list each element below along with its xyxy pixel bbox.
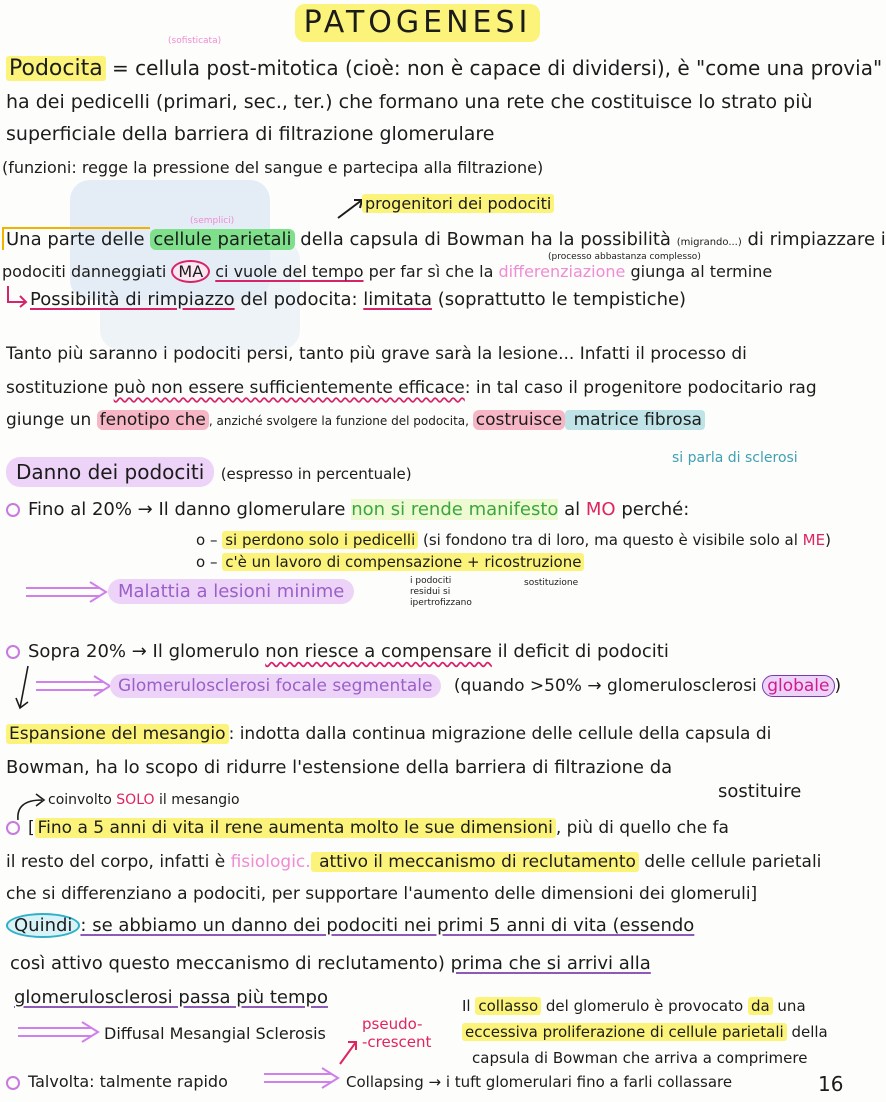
text: delle cellule parietali	[638, 852, 822, 872]
text-line	[6, 722, 771, 746]
text: al	[558, 499, 586, 520]
note-sostituzione: sostituzione	[524, 578, 579, 588]
bullet-icon	[6, 821, 20, 835]
double-arrow-icon	[24, 580, 110, 604]
text-line: che si differenziano a podociti, per supportare l'aumento delle dimensioni dei glomeruli]	[6, 884, 758, 904]
text: (soprattutto le tempistiche)	[431, 289, 687, 310]
text-line	[6, 914, 694, 938]
text-line: superficiale della barriera di filtrazione glomerulare	[6, 123, 495, 145]
text: (quando >50% → glomerulosclerosi	[453, 676, 763, 696]
collasso-line	[462, 1020, 828, 1044]
text: = cellula post-mitotica (cioè: non è capace di dividersi), è "come una provia"	[105, 56, 883, 80]
text-line	[30, 288, 686, 312]
text: : indotta dalla continua migrazione delle cellule della capsula di	[228, 724, 772, 744]
double-arrow-icon	[262, 1066, 342, 1090]
text: SOLO	[116, 792, 155, 808]
text: podociti danneggiati	[2, 262, 167, 281]
text: da	[748, 997, 773, 1015]
text: costruisce	[473, 410, 565, 430]
text: Glomerulosclerosi focale segmentale	[110, 674, 441, 698]
text: del glomerulo è provocato	[541, 997, 748, 1015]
text: fenotipo che	[97, 410, 209, 430]
bullet-icon	[6, 1076, 20, 1090]
arrow-icon	[4, 284, 30, 308]
cellule-parietali: cellule parietali	[150, 229, 294, 250]
text: si perdono solo i pedicelli	[222, 531, 418, 549]
text: : in tal caso il progenitore podocitario rag	[464, 378, 817, 398]
text: del podocita:	[234, 289, 364, 310]
podocita-definition	[6, 56, 882, 81]
text: progenitori dei podociti	[362, 194, 554, 213]
text-line: sostituire	[718, 781, 802, 802]
gsfs-label	[110, 674, 841, 698]
text: attivo il meccanismo di reclutamento	[311, 852, 639, 872]
text: Fino a 5 anni di vita il rene aumenta molto le sue dimensioni	[35, 818, 556, 838]
text: non riesce a compensare	[265, 641, 492, 662]
text-line	[6, 498, 689, 522]
text: Danno dei podociti	[6, 457, 214, 487]
collapsing-line: Collapsing → i tuft glomerulari fino a farli collassare	[346, 1073, 733, 1091]
text-line: [ Fino a 5 anni di vita il rene aumenta molto le sue dimensioni , più di quello che fa	[6, 816, 729, 840]
page-title: PATOGENESI	[295, 4, 540, 42]
bullet-icon	[6, 503, 20, 517]
text: ci vuole del tempo	[215, 262, 364, 281]
text: o –	[196, 553, 223, 571]
text: limitata	[363, 289, 432, 310]
text: sostituzione	[6, 378, 114, 398]
section-heading	[6, 460, 412, 486]
note-processo: (processo abbastanza complesso)	[548, 252, 701, 262]
text: per far sì che la	[363, 262, 499, 281]
pseudo-label: pseudo-	[362, 1015, 423, 1033]
text: Possibilità di rimpiazzo	[30, 289, 235, 310]
text: della	[786, 1023, 828, 1041]
text-line	[2, 228, 886, 252]
bullet-icon	[6, 645, 20, 659]
text: : se abbiamo un danno dei podociti nei primi 5 anni di vita (essendo	[80, 915, 695, 936]
text: (migrando...)	[676, 237, 742, 248]
collasso-line: capsula di Bowman che arriva a comprimere	[472, 1049, 808, 1067]
text: globale	[762, 675, 834, 697]
text: , più di quello che fa	[555, 818, 729, 838]
text: il mesangio	[154, 792, 240, 808]
text-line	[196, 550, 584, 574]
double-arrow-icon	[16, 1020, 102, 1044]
text: può non essere sufficientemente efficace	[113, 378, 465, 398]
text: Il	[462, 997, 476, 1015]
term-podocita: Podocita	[6, 56, 106, 81]
text: collasso	[475, 997, 541, 1015]
text: della capsula di Bowman ha la possibilità	[294, 229, 677, 250]
text: , anziché svolgere la funzione del podocita,	[208, 414, 473, 428]
text: il resto del corpo, infatti è	[6, 852, 231, 872]
text: perché:	[615, 499, 690, 520]
quindi-circle: Quindi	[6, 913, 80, 938]
note-coinvolto	[48, 788, 240, 812]
text: ME	[802, 531, 826, 549]
text: Fino al 20% → Il danno glomerulare	[28, 499, 352, 520]
text-line	[10, 952, 651, 976]
text-line	[6, 408, 705, 433]
arrow-icon	[14, 664, 34, 714]
arrow-icon	[336, 1036, 362, 1066]
text-line: (funzioni: regge la pressione del sangue e partecipa alla filtrazione)	[2, 158, 544, 177]
text: Sopra 20% → Il glomerulo	[28, 641, 266, 662]
text-line	[6, 640, 669, 664]
text: (espresso in percentuale)	[220, 465, 412, 483]
page-number: 16	[818, 1072, 844, 1096]
text: prima che si arrivi alla	[450, 953, 651, 974]
text-line	[14, 986, 328, 1010]
text: coinvolto	[48, 792, 117, 808]
text-line: Bowman, ha lo scopo di ridurre l'estensione della barriera di filtrazione da	[6, 757, 673, 778]
text: o –	[196, 531, 223, 549]
sclerosi-note: si parla di sclerosi	[672, 450, 798, 466]
malattia-label	[108, 580, 354, 604]
text: Una parte delle	[2, 227, 150, 250]
text: differenziazione	[498, 262, 626, 281]
progenitori-label	[362, 192, 554, 216]
text: il deficit di podociti	[491, 641, 669, 662]
text-line	[6, 1070, 228, 1094]
note-ipertrofia: i podociti residui si ipertrofizzano	[410, 576, 472, 608]
text: matrice fibrosa	[565, 410, 705, 430]
text: Espansione del mesangio	[6, 724, 229, 744]
note-sofisticata: (sofisticata)	[168, 36, 222, 46]
text: una	[772, 997, 806, 1015]
text: Talvolta: talmente rapido	[28, 1072, 228, 1091]
ma-circle: MA	[171, 260, 210, 283]
text: MO	[585, 499, 616, 520]
text-line	[6, 376, 817, 400]
text: fisiologic.	[230, 852, 311, 872]
text-line	[2, 260, 772, 284]
text: )	[834, 676, 842, 696]
text: giunga al termine	[625, 262, 773, 281]
text: )	[825, 531, 831, 549]
text-line: ha dei pedicelli (primari, sec., ter.) che formano una rete che costituisce lo strato più	[6, 91, 813, 113]
text: Malattia a lesioni minime	[108, 579, 354, 604]
text: eccessiva proliferazione di cellule parietali	[462, 1023, 787, 1041]
text: così attivo questo meccanismo di reclutamento)	[10, 953, 451, 974]
text: c'è un lavoro di compensazione + ricostruzione	[222, 553, 584, 571]
text: giunge un	[6, 410, 97, 430]
text-line	[196, 528, 831, 552]
note-semplici: (semplici)	[190, 216, 235, 226]
text: non si rende manifesto	[351, 499, 559, 520]
collasso-line	[462, 994, 806, 1018]
text: glomerulosclerosi passa più tempo	[14, 987, 328, 1008]
text-line: Tanto più saranno i podociti persi, tanto più grave sarà la lesione... Infatti il processo di	[6, 344, 747, 364]
double-arrow-icon	[34, 674, 114, 698]
text: (si fondono tra di loro, ma questo è visibile solo al	[418, 531, 803, 549]
text: di rimpiazzare i	[741, 229, 886, 250]
dms-label: Diffusal Mesangial Sclerosis	[104, 1024, 326, 1043]
text-line	[6, 850, 821, 874]
crescent-label: -crescent	[362, 1033, 432, 1051]
